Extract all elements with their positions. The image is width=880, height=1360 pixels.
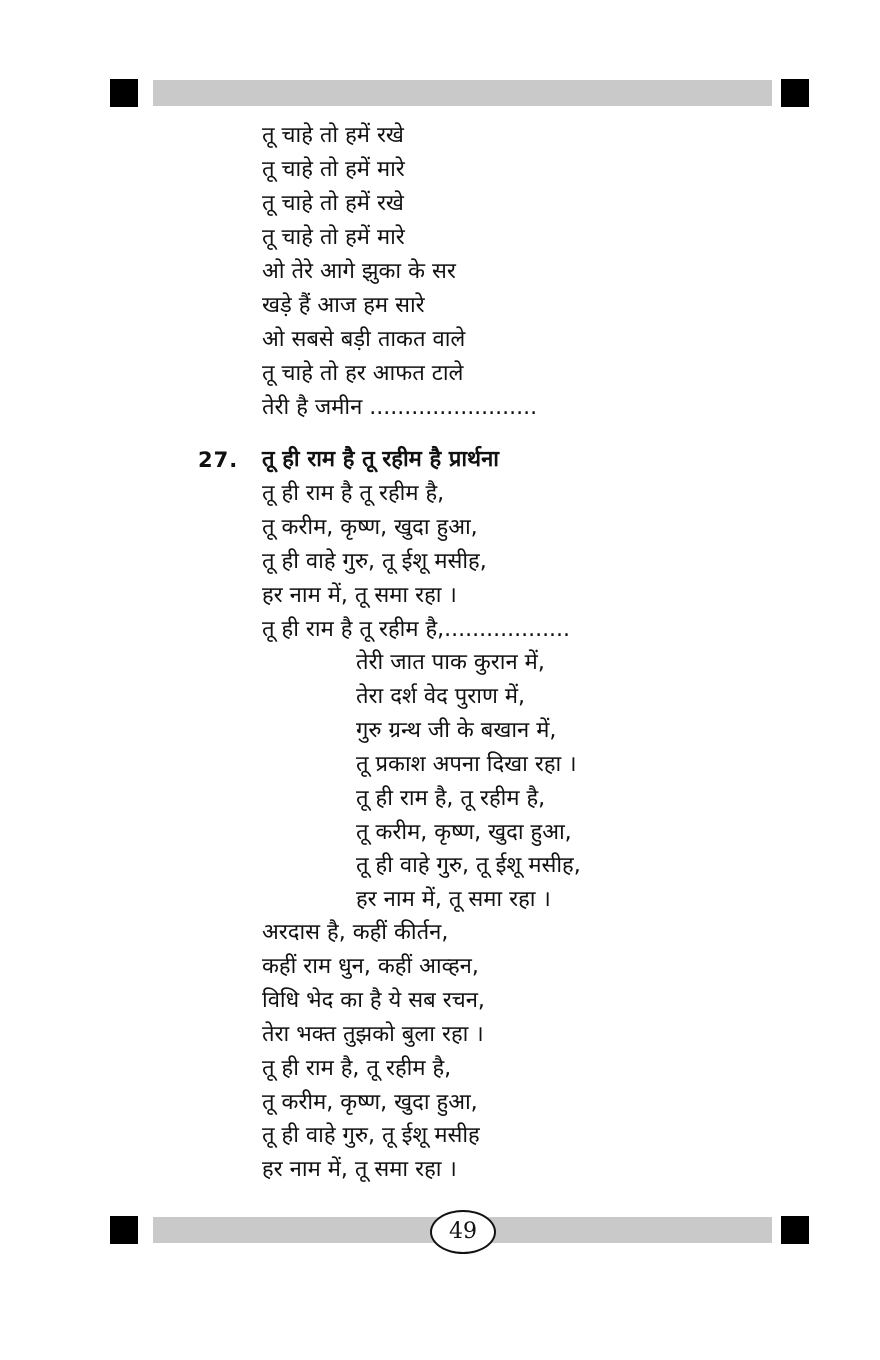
verse-line: तू ही राम है, तू रहीम है, — [356, 786, 546, 811]
verse-line: ओ सबसे बड़ी ताकत वाले — [262, 327, 466, 352]
verse-line: तू प्रकाश अपना दिखा रहा । — [356, 752, 577, 777]
verse-line: तू ही राम है तू रहीम है, — [262, 481, 445, 506]
verse-line: तेरी है जमीन ........................ — [262, 395, 538, 420]
verse-line: हर नाम में, तू समा रहा । — [262, 1157, 457, 1182]
verse-line: तू चाहे तो हमें रखे — [262, 123, 404, 148]
song-title: तू ही राम है तू रहीम है प्रार्थना — [262, 447, 500, 472]
verse-line: हर नाम में, तू समा रहा । — [356, 887, 551, 912]
verse-line: खड़े हैं आज हम सारे — [262, 293, 425, 318]
verse-line: तू ही वाहे गुरु, तू ईशू मसीह — [262, 1123, 480, 1148]
verse-line: तू चाहे तो हमें मारे — [262, 157, 405, 182]
verse-line: तू चाहे तो हमें मारे — [262, 225, 405, 250]
footer-left-square — [110, 1216, 138, 1244]
verse-line: हर नाम में, तू समा रहा । — [262, 583, 457, 608]
verse-line: तू ही वाहे गुरु, तू ईशू मसीह, — [262, 549, 487, 574]
header-right-square — [781, 79, 809, 107]
verse-line: तू चाहे तो हमें रखे — [262, 191, 404, 216]
verse-line: तू ही वाहे गुरु, तू ईशू मसीह, — [356, 853, 581, 878]
verse-line: गुरु ग्रन्थ जी के बखान में, — [356, 718, 557, 743]
header-bar — [153, 80, 772, 106]
verse-line: तेरा दर्श वेद पुराण में, — [356, 684, 526, 709]
verse-line: तू करीम, कृष्ण, खुदा हुआ, — [356, 820, 572, 845]
verse-line: तू चाहे तो हर आफत टाले — [262, 361, 464, 386]
verse-line: अरदास है, कहीं कीर्तन, — [262, 920, 449, 945]
footer-right-square — [781, 1216, 809, 1244]
page-number: 49 — [430, 1210, 496, 1254]
verse-line: तेरी जात पाक कुरान में, — [356, 650, 545, 675]
header-left-square — [110, 79, 138, 107]
verse-line: तू करीम, कृष्ण, खुदा हुआ, — [262, 515, 478, 540]
verse-line: तू ही राम है तू रहीम है,.................. — [262, 617, 571, 642]
verse-line: ओ तेरे आगे झुका के सर — [262, 259, 456, 284]
verse-line: कहीं राम धुन, कहीं आव्हन, — [262, 954, 479, 979]
song-number: 27. — [198, 448, 239, 472]
verse-line: तू ही राम है, तू रहीम है, — [262, 1056, 452, 1081]
verse-line: विधि भेद का है ये सब रचन, — [262, 988, 485, 1013]
verse-line: तेरा भक्त तुझको बुला रहा । — [262, 1022, 484, 1047]
verse-line: तू करीम, कृष्ण, खुदा हुआ, — [262, 1090, 478, 1115]
